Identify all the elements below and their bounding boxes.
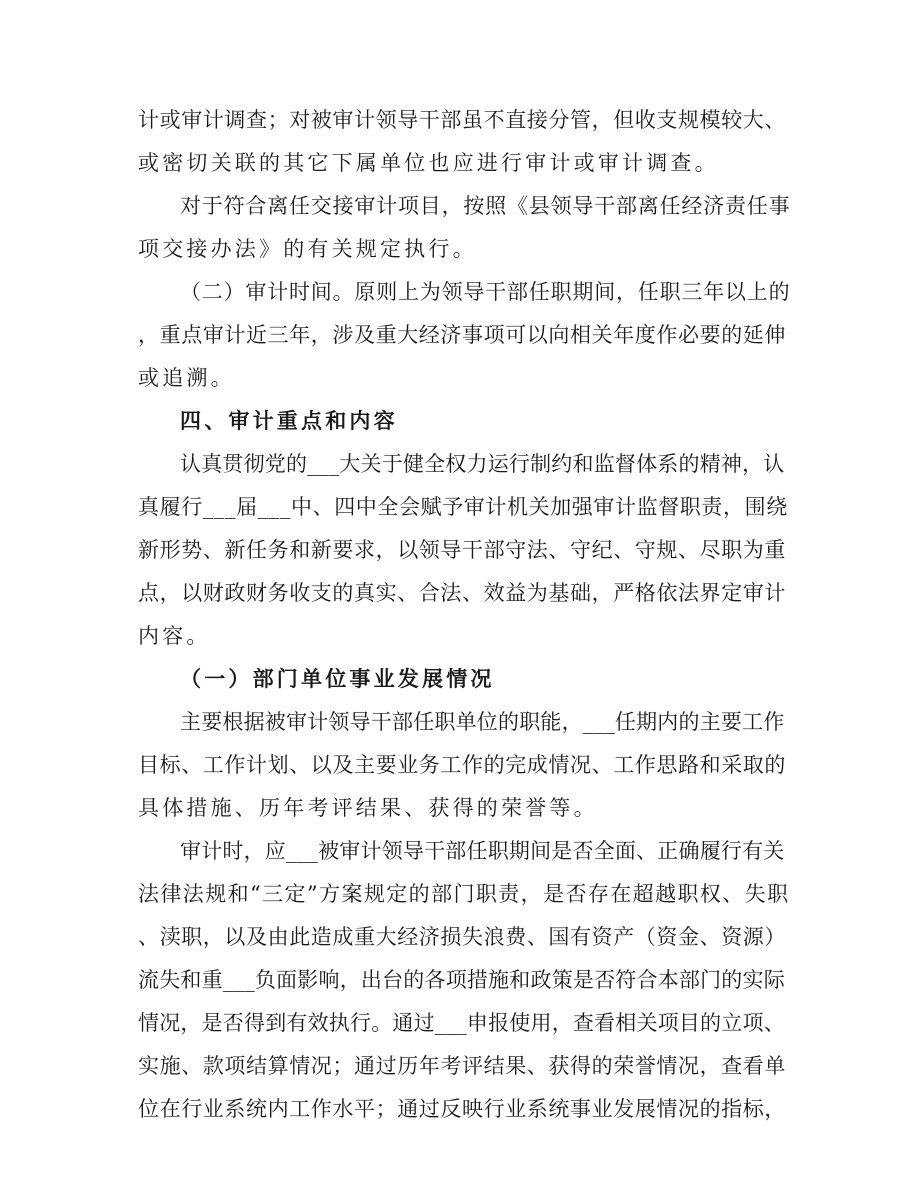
text-line: 位在行业系统内工作水平；通过反映行业系统事业发展情况的指标，	[138, 1097, 786, 1121]
text-line: 目标、工作计划、以及主要业务工作的完成情况、工作思路和采取的	[138, 753, 786, 777]
text-line: 情况，是否得到有效执行。通过___申报使用，查看相关项目的立项、	[138, 1011, 785, 1035]
text-line: 具体措施、历年考评结果、获得的荣誉等。	[138, 796, 598, 820]
paragraph-first-line: 认真贯彻党的___大关于健全权力运行制约和监督体系的精神，认	[180, 452, 785, 476]
paragraph-first-line: 对于符合离任交接审计项目，按照《县领导干部离任经济责任事	[180, 194, 791, 218]
paragraph-first-line: 主要根据被审计领导干部任职单位的职能，___任期内的主要工作	[180, 710, 785, 734]
text-line: 计或审计调查；对被审计领导干部虽不直接分管，但收支规模较大、	[138, 108, 786, 132]
paragraph-first-line: 审计时，应___被审计领导干部任职期间是否全面、正确履行有关	[180, 839, 785, 863]
text-line: 流失和重___负面影响，出台的各项措施和政策是否符合本部门的实际	[138, 968, 785, 992]
text-line: 法律法规和“三定”方案规定的部门职责，是否存在超越职权、失职	[138, 882, 790, 906]
text-line: 新形势、新任务和新要求，以领导干部守法、守纪、守规、尽职为重	[138, 538, 786, 562]
text-line: 内容。	[138, 624, 211, 648]
text-line: 点，以财政财务收支的真实、合法、效益为基础，严格依法界定审计	[138, 581, 786, 605]
text-line: 项交接办法》的有关规定执行。	[138, 237, 477, 261]
text-line: 真履行___届___中、四中全会赋予审计机关加强审计监督职责，围绕	[138, 495, 788, 519]
text-line: 、渎职，以及由此造成重大经济损失浪费、国有资产（资金、资源）	[138, 925, 786, 949]
paragraph-first-line: （二）审计时间。原则上为领导干部任职期间，任职三年以上的	[180, 280, 791, 304]
text-line: 或追溯。	[138, 366, 235, 390]
text-line: 实施、款项结算情况；通过历年考评结果、获得的荣誉情况，查看单	[138, 1054, 786, 1078]
text-line: 或密切关联的其它下属单位也应进行审计或审计调查。	[138, 151, 719, 175]
section-heading: 四、审计重点和内容	[180, 408, 398, 433]
text-line: ，重点审计近三年，涉及重大经济事项可以向相关年度作必要的延伸	[138, 323, 786, 347]
subsection-heading: （一）部门单位事业发展情况	[180, 666, 495, 691]
